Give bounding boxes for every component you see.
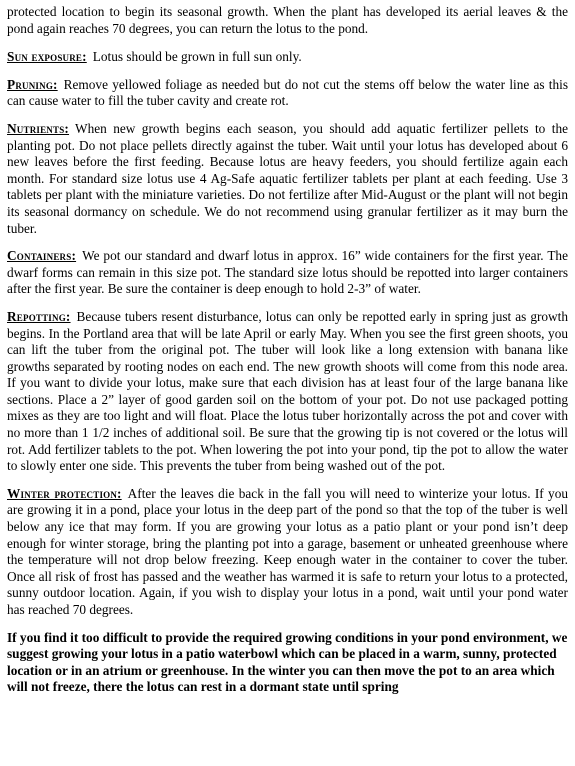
sun-exposure-text: Lotus should be grown in full sun only. (92, 49, 302, 65)
winter-protection-paragraph (7, 486, 568, 619)
nutrients-heading: Nutrients: (7, 120, 70, 136)
containers-paragraph (7, 248, 568, 298)
nutrients-text: When new growth begins each season, you should add aquatic fertilizer pellets to the planting pot. Do not place pellets directly against the tuber. Wait until your lotus has developed about 6 new leaves before the first feeding. Because lotus are heavy feeders, you should fertilize again each month. For standard size lotus use 4 Ag-Safe aquatic fertilizer tablets per plant at each feeding. Use 3 tablets per plant with the miniature varieties. Do not fertilize after Mid-August or the plant will not begin its seasonal dormancy on schedule. We do not recommend using granular fertilizer as it may burn the tuber. (7, 120, 568, 236)
sun-exposure-paragraph (7, 49, 568, 66)
winter-protection-heading: Winter protection: (7, 485, 122, 501)
nutrients-paragraph (7, 121, 568, 237)
repotting-paragraph (7, 309, 568, 475)
repotting-text: Because tubers resent disturbance, lotus can only be repotted early in spring just as growth begins. In the Portland area that will be late April or early May. When you see the first green shoots, you can lift the tuber from the original pot. The tuber will look like a long extension with banana like growths separated by rooting nodes on each end. The new growth shoots will come from this node area. If you want to divide your lotus, make sure that each division has at least four of the large banana like sections. Place a 2” layer of good garden soil on the bottom of your pot. Do not use packaged potting mixes as they are too light and will float. Place the lotus tuber horizontally across the pot and cover with no more than 1 1/2 inches of additional soil. Be sure that the growing tip is not covered or the lotus will rot. Add fertilizer tablets to the pot. When lowering the pot into your pond, tip the pot to allow the water to slowly enter one side. This prevents the tuber from being washed out of the pot. (7, 308, 568, 474)
repotting-heading: Repotting: (7, 308, 71, 324)
intro-paragraph (7, 4, 568, 37)
closing-paragraph: If you find it too difficult to provide the required growing conditions in your pond environment, we suggest growing your lotus in a patio waterbowl which can be placed in a warm, sunny, protected location or in an atrium or greenhouse. In the winter you can then move the pot to an area which will not freeze, there the lotus can rest in a dormant state until spring (7, 629, 568, 695)
winter-protection-text: After the leaves die back in the fall you will need to winterize your lotus. If you are growing it in a pond, place your lotus in the deep part of the pond so that the top of the tuber is well below any ice that may form. If you are growing your lotus as a patio plant or your pond isn’t deep enough for winter storage, bring the planting pot into a garage, basement or unheated greenhouse where the temperature will not drop below freezing. Keep enough water in the container to cover the tuber. Once all risk of frost has passed and the weather has warmed it is safe to return your lotus to a protected, sunny outdoor location. Again, if you wish to display your lotus in a pond, wait until your pond water has reached 70 degrees. (7, 485, 568, 617)
containers-text: We pot our standard and dwarf lotus in approx. 16” wide containers for the first year. The dwarf forms can remain in this size pot. The standard size lotus should be repotted into larger containers after the first year. Be sure the container is deep enough to hold 2-3” of water. (7, 248, 568, 297)
pruning-paragraph (7, 77, 568, 110)
intro-text: protected location to begin its seasonal growth. When the plant has developed its aerial leaves & the pond again reaches 70 degrees, you can return the lotus to the pond. (7, 4, 568, 36)
pruning-heading: Pruning: (7, 76, 58, 92)
sun-exposure-heading: Sun exposure: (7, 49, 87, 65)
pruning-text: Remove yellowed foliage as needed but do not cut the stems off below the water line as this can cause water to fill the tuber cavity and create rot. (7, 76, 568, 109)
containers-heading: Containers: (7, 248, 77, 264)
